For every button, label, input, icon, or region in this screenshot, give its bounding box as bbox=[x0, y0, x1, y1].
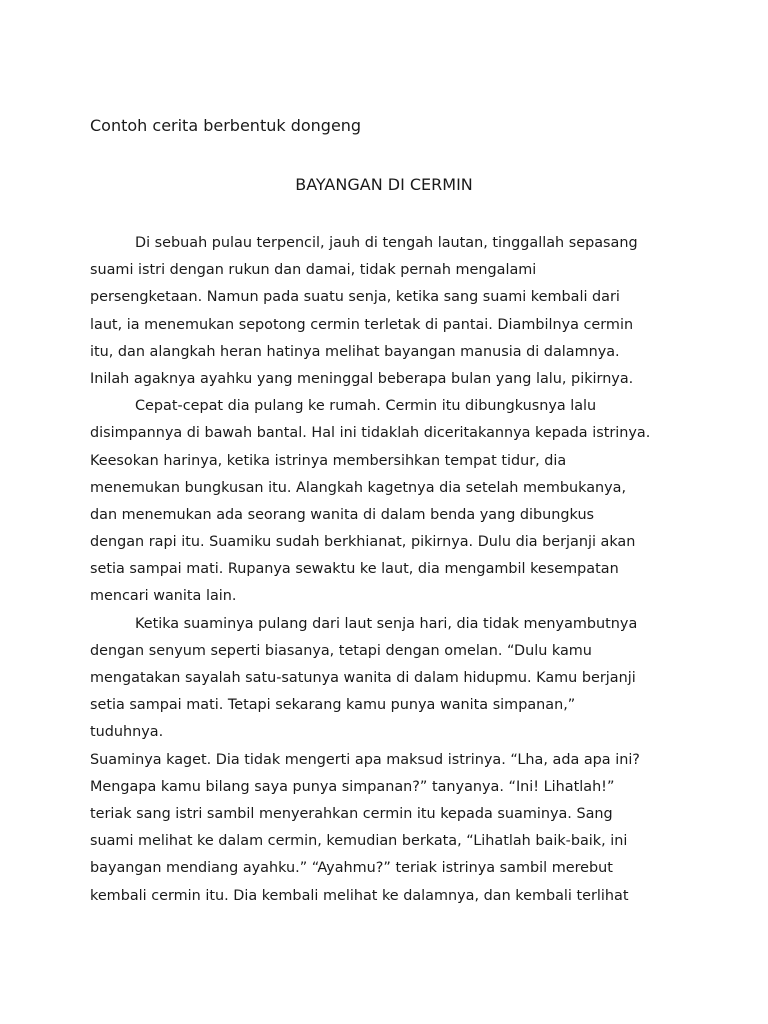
text-line: suami istri dengan rukun dan damai, tidak pernah mengalami bbox=[90, 262, 537, 279]
text-line: mencari wanita lain. bbox=[90, 588, 237, 605]
text-line: setia sampai mati. Rupanya sewaktu ke laut, dia mengambil kesempatan bbox=[90, 561, 619, 578]
text-line: dengan senyum seperti biasanya, tetapi dengan omelan. “Dulu kamu bbox=[90, 642, 592, 659]
text-line: laut, ia menemukan sepotong cermin terletak di pantai. Diambilnya cermin bbox=[90, 316, 634, 333]
text-line: Mengapa kamu bilang saya punya simpanan?” tanyanya. “Ini! Lihatlah!” bbox=[90, 778, 615, 795]
text-line: Ketika suaminya pulang dari laut senja hari, dia tidak menyambutnya bbox=[135, 615, 638, 632]
text-line: disimpannya di bawah bantal. Hal ini tidaklah diceritakannya kepada istrinya. bbox=[90, 425, 651, 442]
text-line: Inilah agaknya ayahku yang meninggal beberapa bulan yang lalu, pikirnya. bbox=[90, 370, 634, 387]
text-line: dengan rapi itu. Suamiku sudah berkhianat, pikirnya. Dulu dia berjanji akan bbox=[90, 534, 636, 551]
text-line: teriak sang istri sambil menyerahkan cermin itu kepada suaminya. Sang bbox=[90, 805, 613, 822]
text-line: Suaminya kaget. Dia tidak mengerti apa maksud istrinya. “Lha, ada apa ini? bbox=[90, 751, 640, 768]
text-line: suami melihat ke dalam cermin, kemudian berkata, “Lihatlah baik-baik, ini bbox=[90, 833, 628, 850]
text-line: Keesokan harinya, ketika istrinya membersihkan tempat tidur, dia bbox=[90, 452, 567, 469]
intro-heading: Contoh cerita berbentuk dongeng bbox=[90, 116, 362, 135]
text-line: bayangan mendiang ayahku.” “Ayahmu?” teriak istrinya sambil merebut bbox=[90, 860, 613, 877]
text-line: Di sebuah pulau terpencil, jauh di tengah lautan, tinggallah sepasang bbox=[135, 235, 638, 251]
text-line: mengatakan sayalah satu-satunya wanita di dalam hidupmu. Kamu berjanji bbox=[90, 670, 636, 686]
text-line: setia sampai mati. Tetapi sekarang kamu punya wanita simpanan,” bbox=[90, 697, 576, 714]
text-line: Cepat-cepat dia pulang ke rumah. Cermin itu dibungkusnya lalu bbox=[135, 398, 597, 415]
text-line: tuduhnya. bbox=[90, 724, 164, 741]
story-body bbox=[90, 230, 690, 910]
story-title: BAYANGAN DI CERMIN bbox=[295, 175, 473, 194]
text-line: menemukan bungkusan itu. Alangkah kagetnya dia setelah membukanya, bbox=[90, 479, 627, 496]
text-line: dan menemukan ada seorang wanita di dalam benda yang dibungkus bbox=[90, 506, 595, 523]
text-line: itu, dan alangkah heran hatinya melihat bayangan manusia di dalamnya. bbox=[90, 343, 620, 360]
text-line: persengketaan. Namun pada suatu senja, ketika sang suami kembali dari bbox=[90, 289, 620, 306]
text-line: kembali cermin itu. Dia kembali melihat ke dalamnya, dan kembali terlihat bbox=[90, 887, 629, 904]
